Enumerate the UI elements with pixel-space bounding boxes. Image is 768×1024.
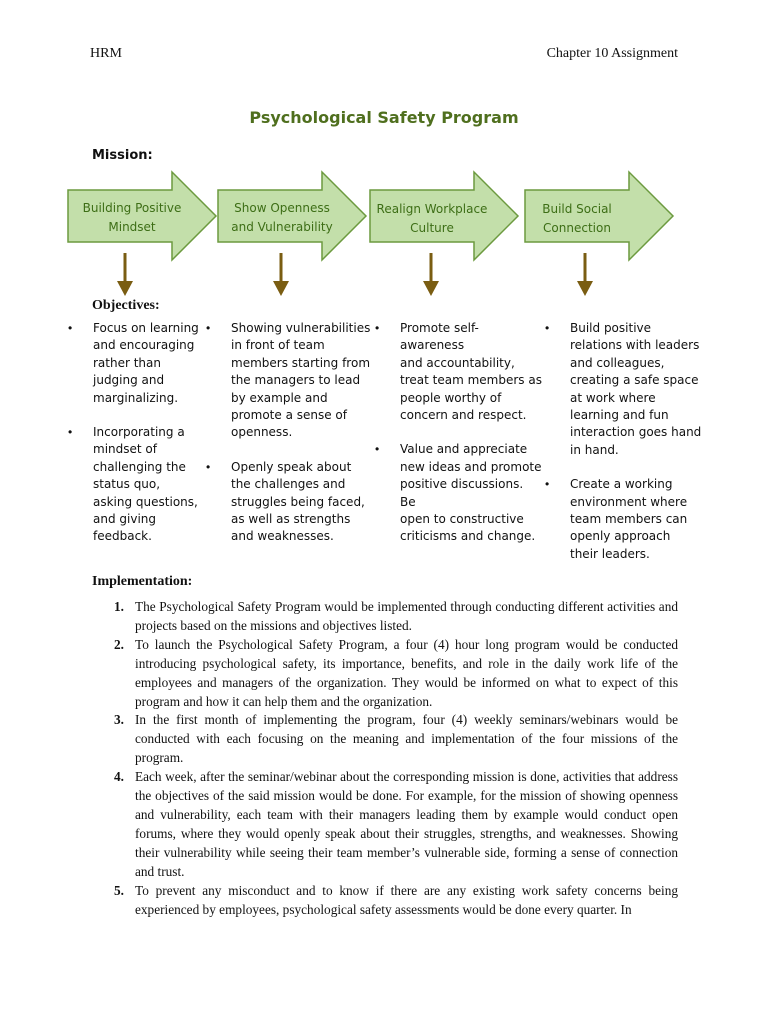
item-text: In the first month of implementing the program, four (4) weekly seminars/webinars would be conducted with each focusing on the meaning and implementation of the four missions of the program. — [135, 712, 678, 766]
objective-line: treat team members as — [400, 373, 542, 388]
item-text: The Psychological Safety Program would be implemented through conducting different activities and projects based on the missions and objectives listed. — [135, 599, 678, 633]
objectives-column-1 — [68, 320, 203, 563]
objective-line: and weaknesses. — [231, 529, 334, 544]
item-number: 2. — [114, 636, 124, 652]
objective-item — [68, 424, 203, 546]
mission-label-4-line1: Build Social — [542, 202, 612, 216]
objectives-list — [375, 320, 542, 546]
objective-item — [545, 320, 710, 459]
mission-label-1-line2: Mindset — [108, 220, 156, 234]
objectives-list — [206, 320, 371, 546]
objectives-list — [68, 320, 203, 546]
mission-label-1 — [72, 199, 192, 237]
objective-line: and colleagues, — [570, 355, 665, 370]
objective-line: asking questions, — [93, 494, 198, 509]
objectives-column-4 — [545, 320, 710, 580]
objective-line: environment where — [570, 494, 688, 509]
mission-label-4-line2: Connection — [543, 221, 611, 235]
bullet-icon: • — [68, 321, 73, 335]
implementation-list — [114, 598, 678, 919]
objective-line: Create a working — [570, 477, 673, 492]
bullet-icon: • — [206, 321, 211, 335]
bullet-icon: • — [375, 442, 380, 457]
objectives-heading: Objectives: — [92, 298, 160, 313]
objectives-column-2 — [206, 320, 371, 563]
item-number: 3. — [114, 712, 124, 728]
objective-item — [206, 320, 371, 442]
objective-line: promote a sense of — [231, 408, 347, 423]
objective-line: Build positive — [570, 321, 652, 335]
objective-line: the challenges and — [231, 477, 346, 492]
objective-line: open to constructive — [400, 512, 524, 527]
objective-line: mindset of — [93, 442, 157, 457]
implementation-item — [114, 636, 678, 712]
mission-label-2-line2: and Vulnerability — [231, 220, 333, 234]
down-arrow-icon — [577, 281, 593, 296]
objective-line: and accountability, — [400, 355, 515, 370]
page-title: Psychological Safety Program — [249, 108, 519, 127]
objectives-column-3 — [375, 320, 542, 563]
item-number: 4. — [114, 769, 124, 785]
objective-line: Showing vulnerabilities — [231, 321, 371, 335]
objective-line: as well as strengths — [231, 512, 351, 527]
implementation-item — [114, 711, 678, 768]
mission-label-4 — [527, 200, 627, 238]
objective-line: struggles being faced, — [231, 494, 365, 509]
objective-line: members starting from — [231, 355, 371, 370]
item-number: 5. — [114, 882, 124, 898]
objective-line: the managers to lead — [231, 373, 361, 388]
bullet-icon: • — [206, 459, 211, 474]
objective-line: team members can — [570, 512, 688, 527]
objective-line: openness. — [231, 425, 293, 440]
objective-line: people worthy of — [400, 390, 502, 405]
objective-line: challenging the — [93, 459, 186, 474]
objective-line: Incorporating a — [93, 425, 185, 440]
mission-label-2 — [222, 199, 342, 237]
objective-item — [68, 320, 203, 407]
implementation-item — [114, 882, 678, 920]
implementation-item — [114, 598, 678, 636]
objectives-list — [545, 320, 710, 563]
mission-label-3-line2: Culture — [410, 221, 454, 235]
objective-item — [375, 441, 542, 545]
objective-line: and encouraging — [93, 338, 195, 353]
item-text: Each week, after the seminar/webinar about the corresponding mission is done, activities that address the objectives of the said mission would be done. For example, for the mission of showing openness and vulnerability, each team with their managers leading them by example would conduct open forums, where they would openly speak about their struggles, strengths, and weaknesses. Showing their vulnerability while seeing their team member’s vulnerable side, forming a sense of connection and trust. — [135, 769, 678, 879]
mission-label-1-line1: Building Positive — [82, 201, 182, 215]
mission-label-2-line1: Show Openness — [234, 201, 330, 215]
objective-line: openly approach — [570, 529, 671, 544]
bullet-icon: • — [545, 477, 550, 492]
down-arrow-icon — [273, 281, 289, 296]
objective-line: marginalizing. — [93, 390, 179, 405]
objective-line: feedback. — [93, 529, 152, 544]
objective-line: Focus on learning — [93, 321, 199, 335]
item-number: 1. — [114, 599, 124, 614]
objective-line: by example and — [231, 390, 328, 405]
objective-line: their leaders. — [570, 546, 650, 561]
item-text: To launch the Psychological Safety Program, a four (4) hour long program would be conducted introducing psychological safety, its importance, benefits, and role in the daily work life of the employees and managers of the organization. They would be informed on what to expect of this program and how it can help them and the organization. — [135, 636, 678, 709]
item-text: To prevent any misconduct and to know if there are any existing work safety concerns being experienced by employees, psychological safety assessments would be done every quarter. In — [135, 882, 678, 917]
bullet-icon: • — [68, 425, 73, 440]
objective-item — [375, 320, 542, 424]
objective-line: rather than — [93, 355, 161, 370]
objective-line: interaction goes hand — [570, 425, 702, 440]
objective-line: judging and — [93, 373, 165, 388]
objective-line: Promote self-awareness — [400, 321, 479, 353]
mission-label-3-line1: Realign Workplace — [376, 202, 488, 216]
objective-line: creating a safe space — [570, 373, 699, 388]
bullet-icon: • — [545, 321, 550, 335]
objective-line: relations with leaders — [570, 338, 700, 353]
header-chapter: Chapter 10 Assignment — [546, 46, 678, 61]
objective-line: positive discussions. Be — [400, 477, 524, 509]
bullet-icon: • — [375, 321, 380, 335]
objective-line: new ideas and promote — [400, 459, 542, 474]
mission-flow-diagram — [0, 0, 768, 300]
objective-line: criticisms and change. — [400, 529, 536, 544]
implementation-heading: Implementation: — [92, 574, 193, 589]
header-course: HRM — [90, 46, 122, 61]
mission-label-3 — [372, 200, 492, 238]
objective-line: and giving — [93, 512, 156, 527]
objective-line: status quo, — [93, 477, 161, 492]
objective-line: learning and fun — [570, 408, 669, 423]
objective-line: in front of team — [231, 338, 325, 353]
objective-line: concern and respect. — [400, 408, 527, 423]
mission-heading: Mission: — [92, 148, 153, 163]
implementation-item — [114, 768, 678, 881]
objective-line: at work where — [570, 390, 656, 405]
objective-item — [545, 476, 710, 563]
objective-line: Openly speak about — [231, 459, 352, 474]
objective-line: Value and appreciate — [400, 442, 528, 457]
objective-item — [206, 459, 371, 546]
down-arrow-icon — [117, 281, 133, 296]
objective-line: in hand. — [570, 442, 619, 457]
down-arrow-icon — [423, 281, 439, 296]
